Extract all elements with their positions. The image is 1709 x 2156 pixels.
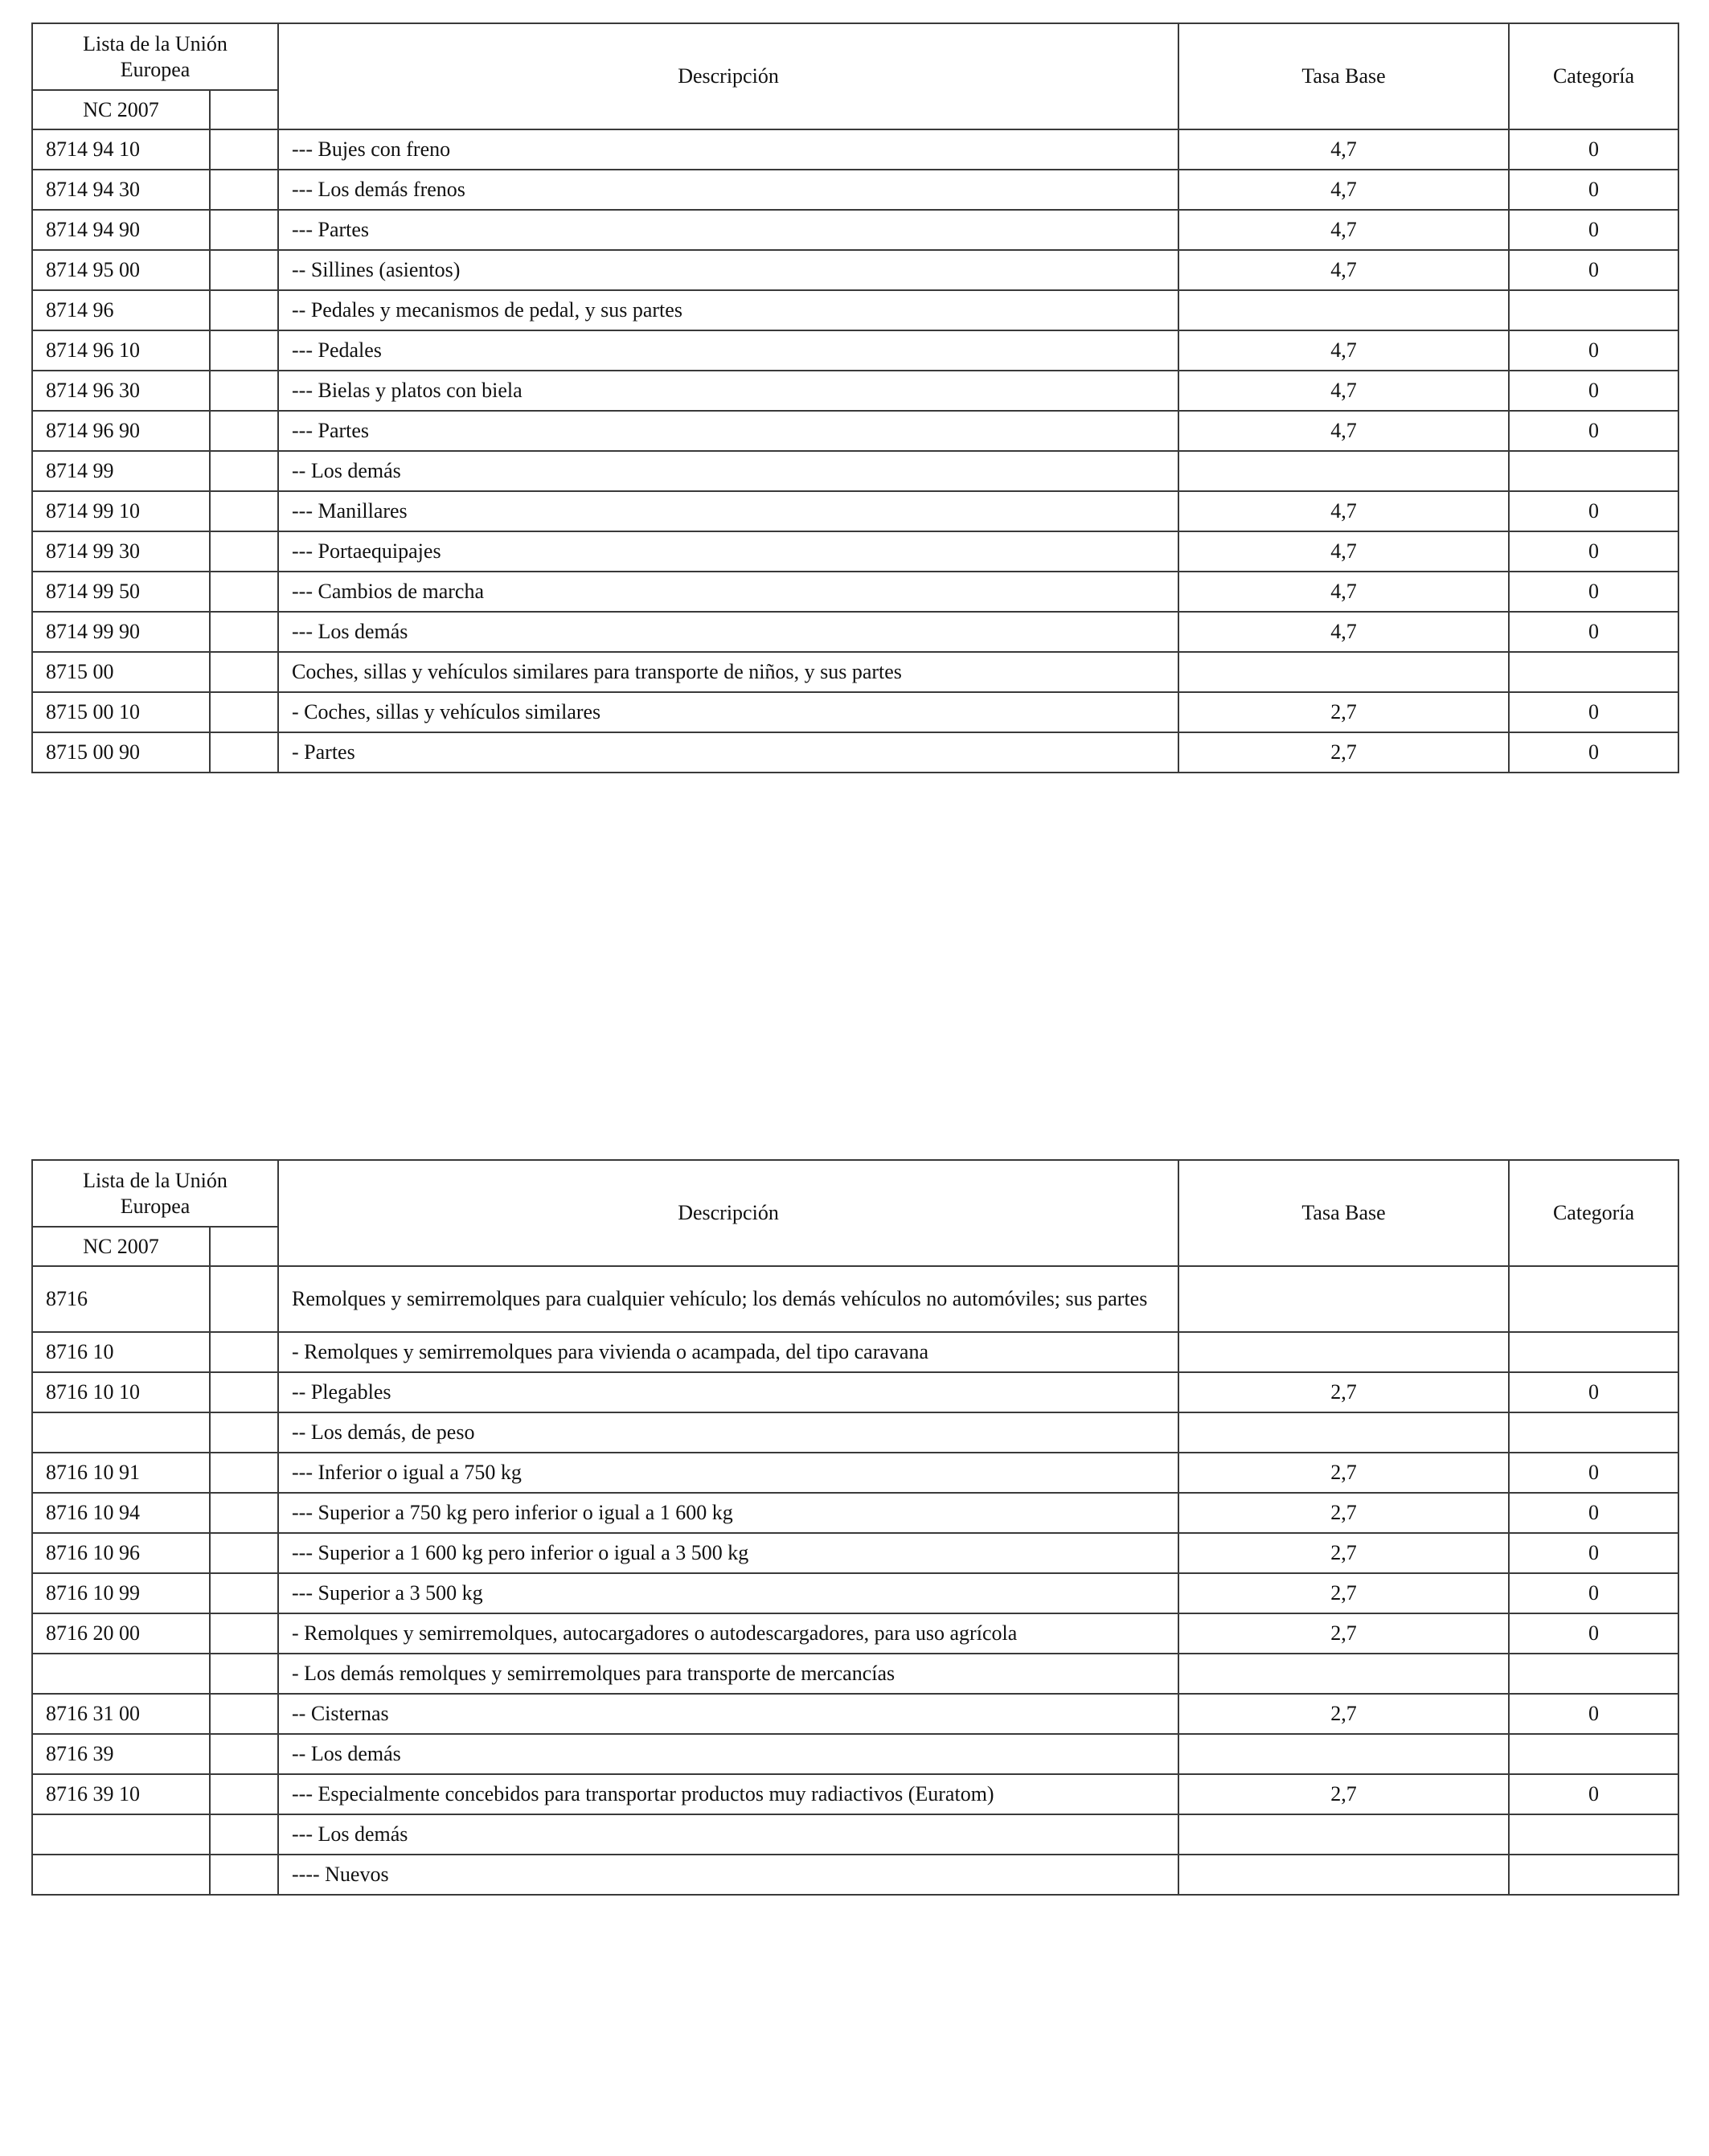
category-cell [1509,652,1678,692]
blank-cell [210,290,278,330]
base-rate-cell [1178,290,1509,330]
category-cell: 0 [1509,1453,1678,1493]
table-row [32,1493,1678,1533]
table-row [32,1814,1678,1855]
table-row [32,1734,1678,1774]
tariff-code-cell: 8716 10 96 [32,1533,210,1573]
header-categoria: Categoría [1509,23,1678,129]
description-cell: - Remolques y semirremolques, autocargadores o autodescargadores, para uso agrícola [278,1613,1178,1654]
base-rate-cell: 4,7 [1178,572,1509,612]
base-rate-cell: 2,7 [1178,1774,1509,1814]
table-row [32,210,1678,250]
tariff-code-cell: 8714 96 30 [32,371,210,411]
description-cell: - Remolques y semirremolques para vivienda o acampada, del tipo caravana [278,1332,1178,1372]
base-rate-cell [1178,652,1509,692]
category-cell: 0 [1509,491,1678,531]
description-cell: --- Bujes con freno [278,129,1178,170]
description-cell: -- Plegables [278,1372,1178,1412]
base-rate-cell: 4,7 [1178,170,1509,210]
table-row [32,1855,1678,1895]
tariff-code-cell: 8714 99 [32,451,210,491]
blank-cell [210,1814,278,1855]
table-row [32,290,1678,330]
tariff-code-cell: 8714 96 90 [32,411,210,451]
table-row [32,652,1678,692]
description-cell: --- Superior a 3 500 kg [278,1573,1178,1613]
category-cell: 0 [1509,250,1678,290]
base-rate-cell [1178,1266,1509,1332]
category-cell: 0 [1509,1533,1678,1573]
header-blank-cell [210,90,278,129]
tariff-code-cell: 8716 10 99 [32,1573,210,1613]
table-row [32,692,1678,732]
description-cell: ---- Nuevos [278,1855,1178,1895]
description-cell: - Los demás remolques y semirremolques para transporte de mercancías [278,1654,1178,1694]
base-rate-cell: 4,7 [1178,250,1509,290]
table-row [32,612,1678,652]
description-cell: --- Superior a 1 600 kg pero inferior o igual a 3 500 kg [278,1533,1178,1573]
table-row [32,1613,1678,1654]
category-cell [1509,290,1678,330]
description-cell: --- Portaequipajes [278,531,1178,572]
table-row [32,732,1678,773]
description-cell: --- Manillares [278,491,1178,531]
table-row [32,1654,1678,1694]
description-cell: --- Bielas y platos con biela [278,371,1178,411]
category-cell: 0 [1509,732,1678,773]
blank-cell [210,250,278,290]
category-cell: 0 [1509,692,1678,732]
blank-cell [210,210,278,250]
category-cell [1509,1734,1678,1774]
description-cell: - Coches, sillas y vehículos similares [278,692,1178,732]
category-cell: 0 [1509,129,1678,170]
blank-cell [210,170,278,210]
blank-cell [210,451,278,491]
tariff-code-cell: 8715 00 90 [32,732,210,773]
blank-cell [210,491,278,531]
blank-cell [210,732,278,773]
table-2-body [32,1266,1678,1895]
description-cell: --- Especialmente concebidos para transportar productos muy radiactivos (Euratom) [278,1774,1178,1814]
table-row [32,1412,1678,1453]
blank-cell [210,1573,278,1613]
table-row [32,1266,1678,1332]
blank-cell [210,572,278,612]
category-cell [1509,451,1678,491]
description-cell: -- Pedales y mecanismos de pedal, y sus partes [278,290,1178,330]
description-cell: -- Los demás, de peso [278,1412,1178,1453]
blank-cell [210,1694,278,1734]
category-cell: 0 [1509,572,1678,612]
header-blank-cell [210,1227,278,1266]
base-rate-cell [1178,1412,1509,1453]
category-cell: 0 [1509,1694,1678,1734]
table-row [32,531,1678,572]
base-rate-cell: 4,7 [1178,129,1509,170]
tariff-code-cell: 8714 99 90 [32,612,210,652]
base-rate-cell: 2,7 [1178,1533,1509,1573]
description-cell: -- Sillines (asientos) [278,250,1178,290]
description-cell: --- Cambios de marcha [278,572,1178,612]
base-rate-cell: 4,7 [1178,491,1509,531]
base-rate-cell [1178,1814,1509,1855]
tariff-code-cell [32,1654,210,1694]
table-row [32,1372,1678,1412]
header-lista: Lista de la Unión Europea [32,23,278,90]
tariff-code-cell: 8716 10 91 [32,1453,210,1493]
base-rate-cell: 4,7 [1178,612,1509,652]
category-cell: 0 [1509,330,1678,371]
base-rate-cell: 2,7 [1178,1493,1509,1533]
base-rate-cell: 2,7 [1178,1694,1509,1734]
tariff-code-cell: 8714 99 10 [32,491,210,531]
header-tasa-base: Tasa Base [1178,1160,1509,1266]
blank-cell [210,1533,278,1573]
tariff-code-cell: 8716 39 [32,1734,210,1774]
category-cell [1509,1654,1678,1694]
base-rate-cell: 2,7 [1178,1613,1509,1654]
base-rate-cell [1178,1332,1509,1372]
tariff-code-cell: 8714 96 10 [32,330,210,371]
table-row [32,170,1678,210]
blank-cell [210,1453,278,1493]
tariff-code-cell: 8716 10 [32,1332,210,1372]
tariff-code-cell: 8716 20 00 [32,1613,210,1654]
base-rate-cell: 4,7 [1178,411,1509,451]
blank-cell [210,330,278,371]
category-cell [1509,1266,1678,1332]
base-rate-cell [1178,451,1509,491]
tariff-code-cell: 8714 96 [32,290,210,330]
table-row [32,1774,1678,1814]
base-rate-cell: 2,7 [1178,732,1509,773]
category-cell: 0 [1509,1613,1678,1654]
tariff-code-cell [32,1412,210,1453]
description-cell: --- Partes [278,411,1178,451]
header-tasa-base: Tasa Base [1178,23,1509,129]
header-lista: Lista de la Unión Europea [32,1160,278,1227]
table-row [32,1453,1678,1493]
category-cell: 0 [1509,371,1678,411]
description-cell: Coches, sillas y vehículos similares para transporte de niños, y sus partes [278,652,1178,692]
description-cell: - Partes [278,732,1178,773]
blank-cell [210,411,278,451]
blank-cell [210,1613,278,1654]
tariff-code-cell: 8716 [32,1266,210,1332]
base-rate-cell: 2,7 [1178,1372,1509,1412]
blank-cell [210,652,278,692]
tariff-code-cell: 8714 94 90 [32,210,210,250]
tariff-code-cell: 8715 00 [32,652,210,692]
description-cell: --- Pedales [278,330,1178,371]
blank-cell [210,371,278,411]
base-rate-cell: 4,7 [1178,531,1509,572]
base-rate-cell: 2,7 [1178,1573,1509,1613]
tariff-code-cell: 8714 99 30 [32,531,210,572]
category-cell [1509,1332,1678,1372]
table-row [32,451,1678,491]
blank-cell [210,1266,278,1332]
base-rate-cell [1178,1654,1509,1694]
tariff-table-1 [31,23,1679,773]
description-cell: --- Los demás [278,1814,1178,1855]
table-row [32,250,1678,290]
table-row [32,129,1678,170]
category-cell: 0 [1509,612,1678,652]
table-2-header [32,1160,1678,1266]
tariff-code-cell: 8716 39 10 [32,1774,210,1814]
category-cell [1509,1855,1678,1895]
tariff-code-cell: 8716 10 10 [32,1372,210,1412]
blank-cell [210,1332,278,1372]
header-descripcion: Descripción [278,1160,1178,1266]
description-cell: -- Los demás [278,451,1178,491]
table-row [32,572,1678,612]
base-rate-cell: 2,7 [1178,1453,1509,1493]
header-categoria: Categoría [1509,1160,1678,1266]
blank-cell [210,1493,278,1533]
base-rate-cell: 4,7 [1178,330,1509,371]
description-cell: --- Los demás [278,612,1178,652]
description-cell: --- Partes [278,210,1178,250]
tariff-code-cell: 8714 95 00 [32,250,210,290]
blank-cell [210,1372,278,1412]
header-descripcion: Descripción [278,23,1178,129]
category-cell: 0 [1509,1493,1678,1533]
base-rate-cell: 2,7 [1178,692,1509,732]
blank-cell [210,1734,278,1774]
table-row [32,491,1678,531]
tariff-table-2 [31,1159,1679,1896]
header-nc-2007: NC 2007 [32,1227,210,1266]
blank-cell [210,692,278,732]
table-1-header [32,23,1678,129]
table-row [32,330,1678,371]
category-cell: 0 [1509,1372,1678,1412]
blank-cell [210,129,278,170]
category-cell [1509,1814,1678,1855]
category-cell: 0 [1509,210,1678,250]
table-row [32,371,1678,411]
category-cell: 0 [1509,531,1678,572]
tariff-code-cell [32,1855,210,1895]
header-nc-2007: NC 2007 [32,90,210,129]
category-cell: 0 [1509,170,1678,210]
tariff-code-cell: 8716 31 00 [32,1694,210,1734]
category-cell: 0 [1509,411,1678,451]
description-cell: Remolques y semirremolques para cualquier vehículo; los demás vehículos no automóviles; sus partes [278,1266,1178,1332]
base-rate-cell [1178,1855,1509,1895]
blank-cell [210,1654,278,1694]
category-cell: 0 [1509,1573,1678,1613]
tariff-code-cell: 8715 00 10 [32,692,210,732]
description-cell: --- Inferior o igual a 750 kg [278,1453,1178,1493]
table-1-body [32,129,1678,773]
description-cell: --- Superior a 750 kg pero inferior o igual a 1 600 kg [278,1493,1178,1533]
description-cell: -- Los demás [278,1734,1178,1774]
tariff-code-cell: 8716 10 94 [32,1493,210,1533]
blank-cell [210,1774,278,1814]
table-row [32,1533,1678,1573]
tariff-code-cell: 8714 94 30 [32,170,210,210]
base-rate-cell: 4,7 [1178,371,1509,411]
base-rate-cell: 4,7 [1178,210,1509,250]
blank-cell [210,612,278,652]
category-cell [1509,1412,1678,1453]
base-rate-cell [1178,1734,1509,1774]
blank-cell [210,531,278,572]
table-row [32,1573,1678,1613]
tariff-code-cell: 8714 94 10 [32,129,210,170]
description-cell: -- Cisternas [278,1694,1178,1734]
table-row [32,411,1678,451]
table-row [32,1694,1678,1734]
table-row [32,1332,1678,1372]
tariff-code-cell: 8714 99 50 [32,572,210,612]
category-cell: 0 [1509,1774,1678,1814]
blank-cell [210,1412,278,1453]
description-cell: --- Los demás frenos [278,170,1178,210]
tariff-code-cell [32,1814,210,1855]
blank-cell [210,1855,278,1895]
